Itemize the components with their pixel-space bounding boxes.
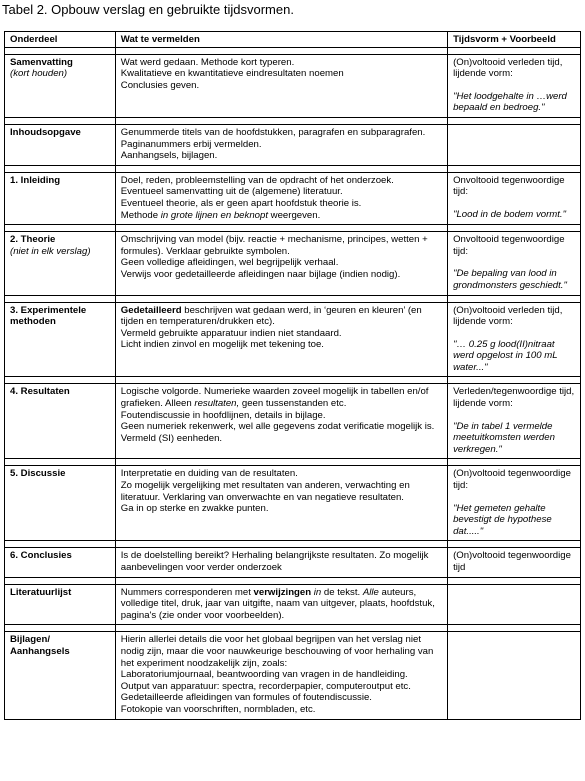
table-row-inhoudsopgave xyxy=(5,124,581,165)
tense-cell xyxy=(448,124,581,165)
spacer-row xyxy=(5,295,581,302)
section-title: 5. Discussie xyxy=(10,468,66,480)
example-text: "De in tabel 1 vermelde meetuitkomsten werden verkregen." xyxy=(453,420,555,455)
tense-cell xyxy=(448,584,581,625)
table-caption: Tabel 2. Opbouw verslag en gebruikte tijdsvormen. xyxy=(2,2,294,17)
spacer-row xyxy=(5,165,581,172)
tense-text: Onvoltooid tegenwoordige tijd: xyxy=(453,234,565,257)
section-cell xyxy=(5,466,116,541)
content-text: geen tussenstanden etc. xyxy=(239,398,347,410)
section-cell xyxy=(5,54,116,117)
tense-cell xyxy=(448,54,581,117)
content-line: Laboratoriumjournaal, beantwoording van vragen in de handleiding. xyxy=(120,669,408,681)
spacer-row xyxy=(5,577,581,584)
header-onderdeel: Onderdeel xyxy=(5,32,116,48)
content-text: weergeven. xyxy=(268,209,321,221)
emphasis-text: in grote lijnen en beknopt xyxy=(160,209,268,221)
spacer-row xyxy=(5,459,581,466)
header-wat-te-vermelden: Wat te vermelden xyxy=(115,32,447,48)
content-line: Is de doelstelling bereikt? Herhaling belangrijkste resultaten. Zo mogelijk aanbevelingen voor verder onderzoek xyxy=(120,550,429,573)
table-header-row xyxy=(5,32,581,48)
emphasis-text: in xyxy=(313,586,322,598)
table-row-discussie xyxy=(5,466,581,541)
section-cell xyxy=(5,232,116,295)
table-row-theorie xyxy=(5,232,581,295)
section-title: 1. Inleiding xyxy=(10,174,61,186)
emphasis-text: Alle xyxy=(362,586,379,598)
table-row-conclusies xyxy=(5,548,581,577)
spacer-row xyxy=(5,47,581,54)
emphasis-text: resultaten, xyxy=(194,398,240,410)
content-cell xyxy=(115,584,447,625)
content-line: Aanhangsels, bijlagen. xyxy=(120,150,218,162)
content-line: Omschrijving van model (bijv. reactie + mechanisme, principes, wetten + formules). Verklaar gebruikte symbolen. xyxy=(120,234,428,257)
content-line: Geen volledige afleidingen, wel begrijpelijk verhaal. xyxy=(120,257,339,269)
tense-cell xyxy=(448,632,581,719)
content-cell xyxy=(115,172,447,224)
content-line: Hierin allerlei details die voor het globaal begrijpen van het verslag niet nodig zijn, maar die voor nauwkeurige beschouwing of voor herhaling van het experiment noodzakelijk zijn, zoals: xyxy=(120,634,434,669)
content-line xyxy=(121,210,443,222)
content-line xyxy=(121,386,443,409)
spacer-row xyxy=(5,625,581,632)
content-line: Wat werd gedaan. Methode kort typeren. xyxy=(120,56,295,68)
section-title: Bijlagen/ Aanhangsels xyxy=(10,634,70,657)
section-cell xyxy=(5,584,116,625)
table-row-literatuurlijst xyxy=(5,584,581,625)
content-text: auteurs, volledige titel, druk, jaar van uitgifte, naam van uitgever, plaats, hoofdstuk, pagina's (zie onder voor voorbeelden). xyxy=(120,586,435,621)
content-line: Vermeld gebruikte apparatuur indien niet standaard. xyxy=(120,327,342,339)
section-title: Samenvatting xyxy=(10,56,73,68)
section-cell xyxy=(5,548,116,577)
table-row-samenvatting xyxy=(5,54,581,117)
table-row-inleiding xyxy=(5,172,581,224)
content-line: Eventueel theorie, als er geen apart hoofdstuk theorie is. xyxy=(120,197,362,209)
content-cell xyxy=(115,384,447,459)
tense-cell xyxy=(448,232,581,295)
table-row-experimentele-methoden xyxy=(5,302,581,377)
tense-cell xyxy=(448,302,581,377)
tense-text: Onvoltooid tegenwoordige tijd: xyxy=(453,174,565,198)
content-line: Interpretatie en duiding van de resultaten. xyxy=(120,468,298,480)
content-cell xyxy=(115,302,447,377)
spacer-row xyxy=(5,541,581,548)
section-cell xyxy=(5,632,116,719)
table-row-resultaten xyxy=(5,384,581,459)
strong-text: verwijzingen xyxy=(253,586,312,598)
example-text: "Het loodgehalte in …werd bepaald en bedroeg." xyxy=(453,90,567,114)
example-text: "Lood in de bodem vormt." xyxy=(453,208,566,220)
spacer-row xyxy=(5,377,581,384)
tense-cell xyxy=(448,466,581,541)
content-cell xyxy=(115,124,447,165)
tense-text: (On)voltooid verleden tijd, lijdende vorm: xyxy=(453,56,563,80)
content-cell xyxy=(115,54,447,117)
content-line: Kwalitatieve en kwantitatieve eindresultaten noemen xyxy=(120,68,344,80)
tense-cell xyxy=(448,172,581,224)
header-tijdsvorm: Tijdsvorm + Voorbeeld xyxy=(448,32,581,48)
content-line: Doel, reden, probleemstelling van de opdracht of het onderzoek. xyxy=(120,174,394,186)
example-text: "… 0.25 g lood(II)nitraat werd opgelost in 100 mL water..." xyxy=(453,338,558,373)
content-text: Nummers corresponderen met xyxy=(120,586,254,598)
section-note: (kort houden) xyxy=(10,68,68,80)
tense-text: (On)voltooid tegenwoordige tijd: xyxy=(453,468,571,492)
content-line: Verwijs voor gedetailleerde afleidingen naar bijlage (indien nodig). xyxy=(120,268,401,280)
report-structure-table xyxy=(4,31,581,720)
section-cell xyxy=(5,384,116,459)
content-line xyxy=(121,587,443,622)
content-line: Genummerde titels van de hoofdstukken, paragrafen en subparagrafen. Paginanummers erbij vermelden. xyxy=(120,126,426,150)
content-line xyxy=(121,305,443,328)
spacer-row xyxy=(5,225,581,232)
tense-text: Verleden/tegenwoordige tijd, lijdende vorm: xyxy=(453,386,575,410)
content-line: Eventueel samenvatting uit de (algemene) literatuur. xyxy=(120,186,343,198)
content-cell xyxy=(115,466,447,541)
tense-text: (On)voltooid tegenwoordige tijd xyxy=(453,550,571,573)
content-text: Methode xyxy=(120,209,161,221)
example-text: "Het gemeten gehalte bevestigt de hypothese dat....." xyxy=(453,502,552,537)
content-cell xyxy=(115,632,447,719)
section-cell xyxy=(5,124,116,165)
content-line: Foutendiscussie in hoofdlijnen, details in bijlage. xyxy=(120,409,326,421)
content-line: Gedetailleerde afleidingen van formules of foutendiscussie. xyxy=(120,692,372,704)
section-title: 3. Experimentele methoden xyxy=(10,304,87,328)
section-title: 2. Theorie xyxy=(10,234,56,246)
content-cell xyxy=(115,232,447,295)
section-cell xyxy=(5,302,116,377)
content-text: de tekst. xyxy=(321,586,363,598)
spacer-row xyxy=(5,117,581,124)
strong-text: Gedetailleerd xyxy=(120,304,182,316)
section-note: (niet in elk verslag) xyxy=(10,245,91,257)
content-line: Zo mogelijk vergelijking met resultaten van anderen, verwachting en literatuur. Verklaring van onverwachte en van negatieve resultaten. xyxy=(120,480,410,503)
content-line: Geen numeriek rekenwerk, wel alle gegevens zodat verificatie mogelijk is. Vermeld (SI) eenheden. xyxy=(120,421,435,444)
table-row-bijlagen xyxy=(5,632,581,719)
tense-cell xyxy=(448,384,581,459)
content-cell xyxy=(115,548,447,577)
section-title: Literatuurlijst xyxy=(10,586,72,598)
example-text: "De bepaling van lood in grondmonsters geschiedt." xyxy=(453,268,567,291)
content-line: Conclusies geven. xyxy=(120,79,200,91)
content-line: Ga in op sterke en zwakke punten. xyxy=(120,503,269,515)
section-title: 6. Conclusies xyxy=(10,550,72,562)
tense-text: (On)voltooid verleden tijd, lijdende vorm: xyxy=(453,304,563,328)
content-line: Licht indien zinvol en mogelijk met tekening toe. xyxy=(120,339,324,351)
content-text: Logische volgorde. Numerieke waarden zoveel mogelijk in tabellen en/of grafieken. Alleen xyxy=(120,386,429,410)
section-title: 4. Resultaten xyxy=(10,386,70,398)
section-cell xyxy=(5,172,116,224)
section-title: Inhoudsopgave xyxy=(10,126,81,138)
content-line: Fotokopie van voorschriften, normbladen, etc. xyxy=(120,703,316,715)
content-text: beschrijven wat gedaan werd, in ‘geuren en kleuren’ (en tijden en temperaturen/drukken etc). xyxy=(120,304,422,328)
tense-cell xyxy=(448,548,581,577)
content-line: Output van apparatuur: spectra, recorderpapier, computeroutput etc. xyxy=(120,680,411,692)
